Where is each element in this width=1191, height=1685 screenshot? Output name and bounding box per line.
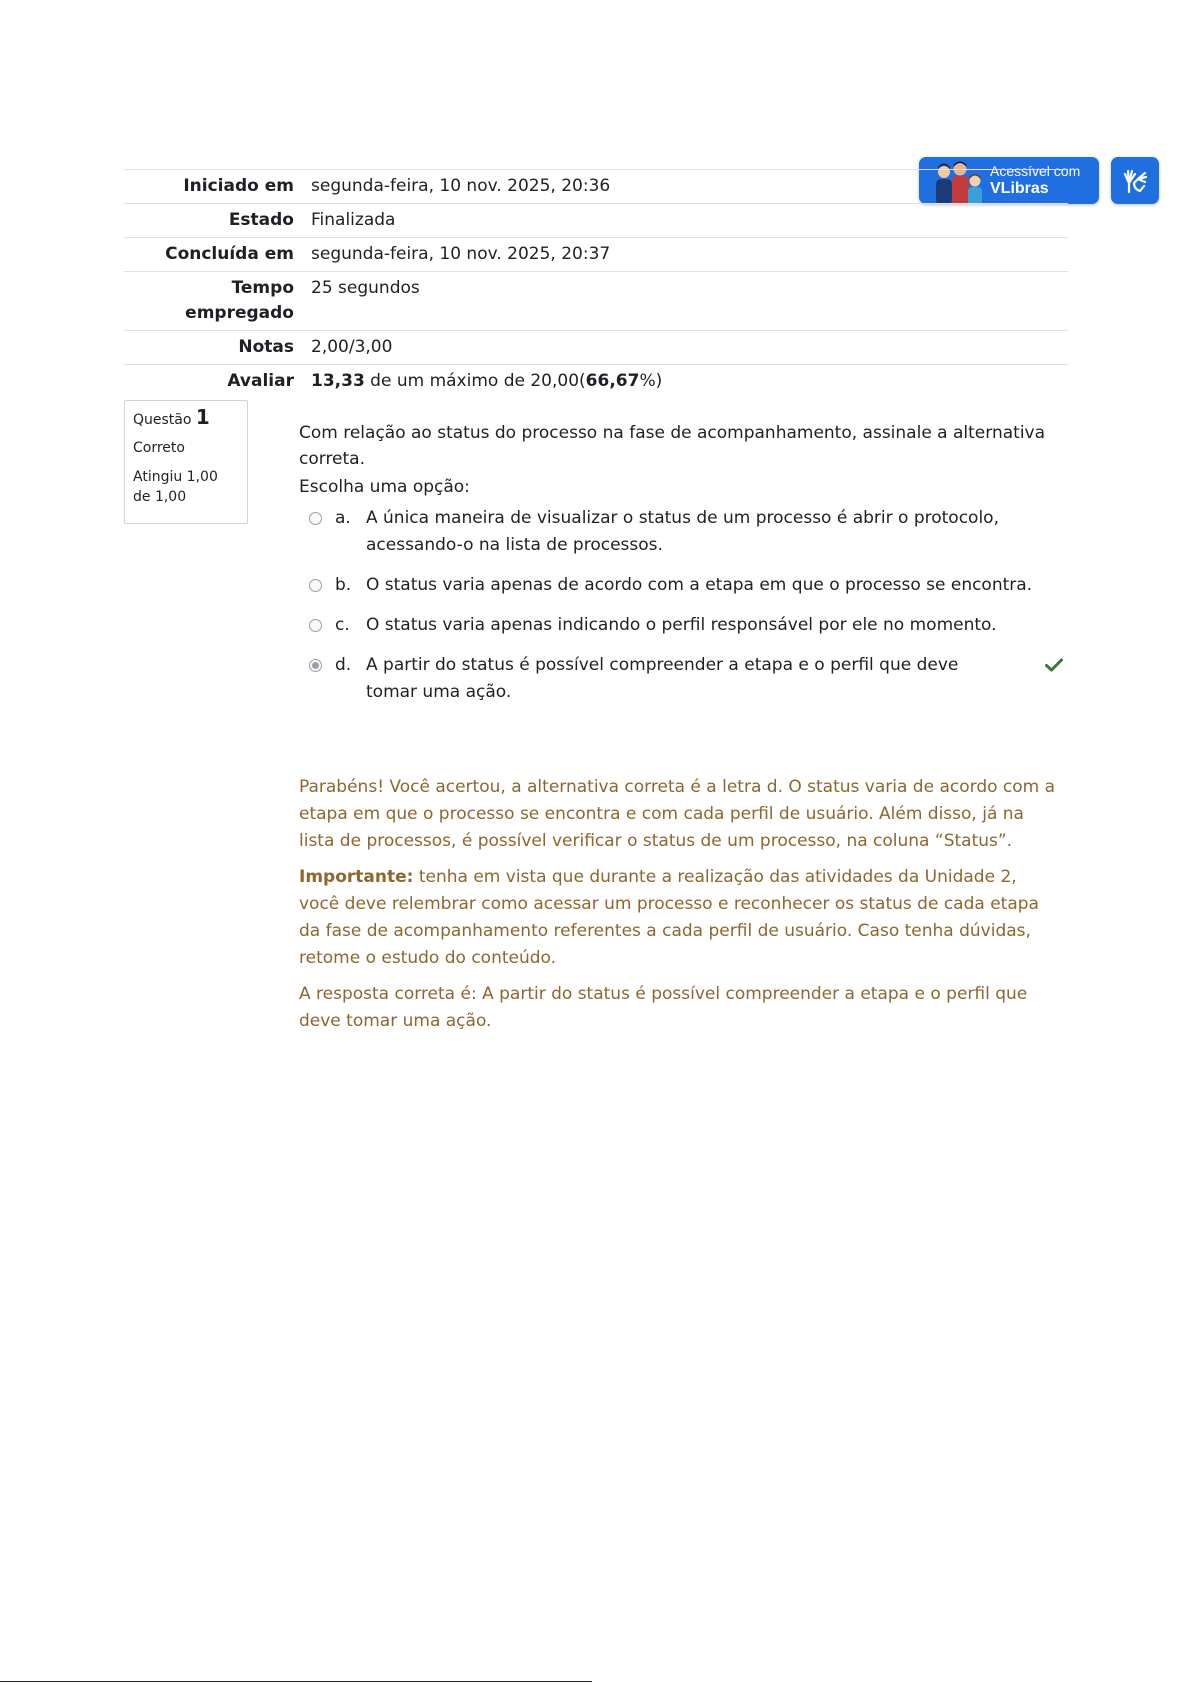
answer-letter: d. [335, 655, 352, 675]
important-text: tenha em vista que durante a realização das atividades da Unidade 2, você deve relembrar como acessar um processo e reconhecer os status de cada etapa da fase de acompanhamento referentes a cada perfil de usuário. Caso tenha dúvidas, retome o estudo do conteúdo. [299, 867, 1039, 968]
feedback-panel [299, 774, 1059, 1044]
grade-max-text: de um máximo de 20,00( [364, 371, 586, 391]
summary-row-time-taken [124, 272, 1068, 331]
grade-score: 13,33 [311, 371, 365, 391]
summary-label: Tempo empregado [185, 278, 294, 323]
radio-button[interactable] [309, 619, 322, 632]
summary-row-started [124, 170, 1068, 204]
answer-option-c[interactable] [309, 612, 1069, 639]
answer-letter: b. [335, 575, 352, 595]
summary-value [311, 365, 1068, 399]
question-info-box [124, 400, 248, 524]
important-note [299, 864, 1059, 972]
grade-percent: 66,67 [585, 371, 640, 391]
summary-label: Avaliar [227, 371, 294, 391]
answer-text: A partir do status é possível compreender a etapa e o perfil que deve tomar uma ação. [366, 655, 959, 702]
radio-button[interactable] [309, 512, 322, 525]
question-text: Com relação ao status do processo na fase de acompanhamento, assinale a alternativa correta. [299, 423, 1046, 469]
question-number [133, 407, 239, 430]
footer-divider [0, 1681, 592, 1682]
question-label: Questão [133, 412, 192, 428]
summary-label: Notas [238, 337, 294, 357]
grade-end-text: %) [639, 371, 663, 391]
summary-label: Iniciado em [183, 176, 294, 196]
question-grade: Atingiu 1,00 de 1,00 [133, 469, 218, 505]
right-answer: A resposta correta é: A partir do status é possível compreender a etapa e o perfil que deve tomar uma ação. [299, 984, 1028, 1031]
summary-value: 2,00/3,00 [311, 337, 393, 357]
answer-option-d[interactable] [309, 652, 1069, 706]
summary-row-marks [124, 331, 1068, 365]
correct-check-icon [1045, 658, 1063, 672]
answer-option-b[interactable] [309, 572, 1069, 599]
answer-text: O status varia apenas indicando o perfil responsável por ele no momento. [366, 615, 997, 635]
answer-letter: a. [335, 508, 351, 528]
important-label: Importante: [299, 867, 414, 887]
summary-label: Estado [228, 210, 294, 230]
sign-language-hands-icon [1120, 165, 1150, 195]
summary-value: segunda-feira, 10 nov. 2025, 20:36 [311, 176, 611, 196]
question-number-value: 1 [195, 405, 210, 429]
summary-row-grade [124, 365, 1068, 399]
radio-button[interactable] [309, 579, 322, 592]
answer-letter: c. [335, 615, 350, 635]
attempt-summary-table [124, 169, 1068, 398]
vlibras-label-line1: Acessível com [990, 163, 1081, 179]
question-state: Correto [133, 440, 185, 456]
summary-row-state [124, 204, 1068, 238]
summary-value: Finalizada [311, 210, 396, 230]
summary-value: 25 segundos [311, 278, 420, 298]
radio-button-selected[interactable] [309, 659, 322, 672]
summary-label: Concluída em [165, 244, 294, 264]
vlibras-toggle-button[interactable] [1111, 157, 1159, 204]
summary-row-completed [124, 238, 1068, 272]
summary-value: segunda-feira, 10 nov. 2025, 20:37 [311, 244, 611, 264]
answer-prompt: Escolha uma opção: [299, 477, 470, 497]
answer-list [309, 505, 1069, 719]
answer-text: O status varia apenas de acordo com a etapa em que o processo se encontra. [366, 575, 1033, 595]
general-feedback: Parabéns! Você acertou, a alternativa correta é a letra d. O status varia de acordo com a etapa em que o processo se encontra e com cada perfil de usuário. Além disso, já na lista de processos, é possível verificar o status de um processo, na coluna “Status”. [299, 777, 1056, 851]
answer-text: A única maneira de visualizar o status de um processo é abrir o protocolo, acessando-o na lista de processos. [366, 508, 999, 555]
vlibras-label-line2: VLibras [990, 180, 1049, 197]
answer-option-a[interactable] [309, 505, 1069, 559]
